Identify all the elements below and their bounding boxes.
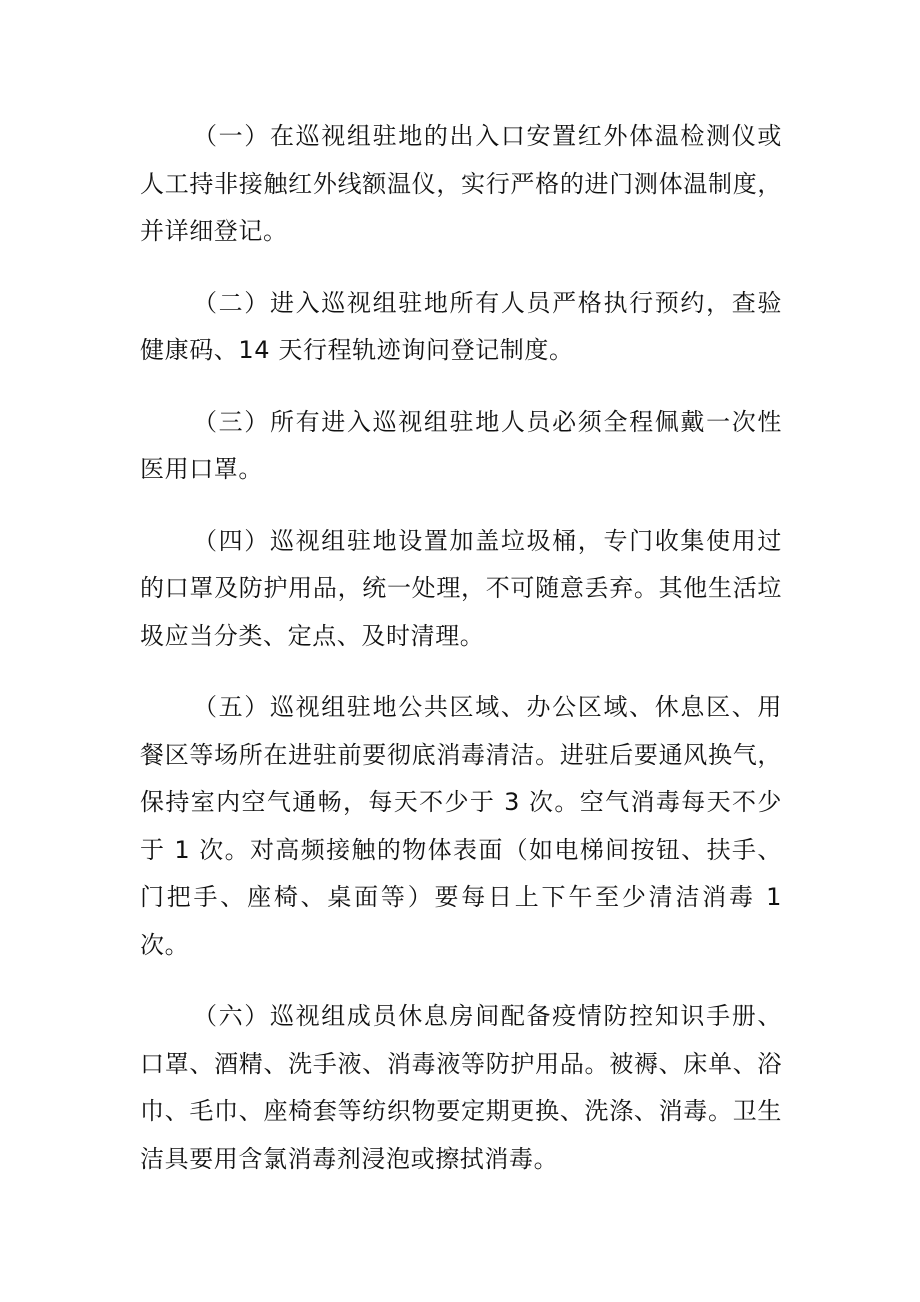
paragraph-4: （四）巡视组驻地设置加盖垃圾桶，专门收集使用过的口罩及防护用品，统一处理，不可随意丢弃。其他生活垃圾应当分类、定点、及时清理。 [140, 526, 782, 650]
document-body [140, 113, 782, 1183]
paragraph-3: （三）所有进入巡视组驻地人员必须全程佩戴一次性医用口罩。 [140, 407, 782, 483]
paragraph-2: （二）进入巡视组驻地所有人员严格执行预约，查验健康码、14 天行程轨迹询问登记制度。 [140, 288, 782, 364]
paragraph-1: （一）在巡视组驻地的出入口安置红外体温检测仪或人工持非接触红外线额温仪，实行严格的进门测体温制度，并详细登记。 [140, 122, 782, 245]
paragraph-6: （六）巡视组成员休息房间配备疫情防控知识手册、口罩、酒精、洗手液、消毒液等防护用品。被褥、床单、浴巾、毛巾、座椅套等纺织物要定期更换、洗涤、消毒。卫生洁具要用含氯消毒剂浸泡或擦拭消毒。 [140, 1002, 782, 1173]
paragraph-5: （五）巡视组驻地公共区域、办公区域、休息区、用餐区等场所在进驻前要彻底消毒清洁。进驻后要通风换气，保持室内空气通畅，每天不少于 3 次。空气消毒每天不少于 1 次。对高频接触的物体表面（如电梯间按钮、扶手、门把手、座椅、桌面等）要每日上下午至少清洁消毒 1 次。 [140, 693, 782, 959]
